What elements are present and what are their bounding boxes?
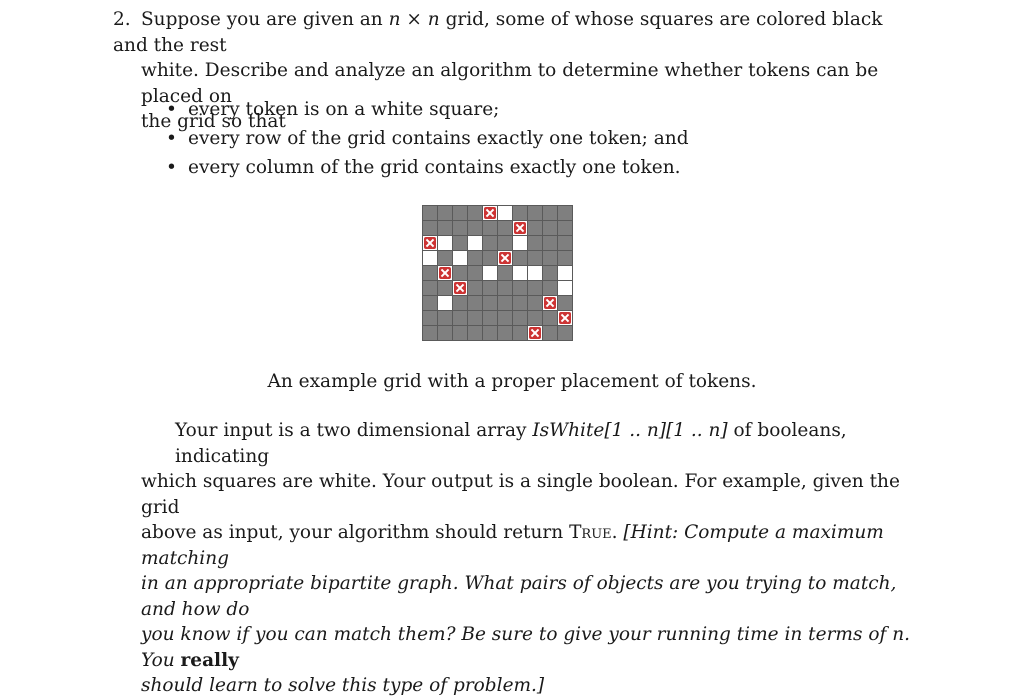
hint-text: [Hint: Compute a maximum matching (141, 522, 884, 569)
condition-item: • every token is on a white square; (166, 95, 689, 124)
grid-cell-white (452, 250, 468, 266)
grid-cell-black (497, 295, 513, 311)
grid-cell-white (557, 265, 573, 281)
grid-cell-black (497, 220, 513, 236)
grid-cell-black (437, 250, 453, 266)
token-icon (484, 207, 496, 219)
para-line-4: in an appropriate bipartite graph. What pairs of objects are you trying to match, and how do (141, 573, 897, 620)
grid-cell-white (422, 235, 438, 251)
condition-item: • every row of the grid contains exactly one token; and (166, 124, 689, 153)
grid-cell-black (527, 310, 543, 326)
grid-cell-black (557, 250, 573, 266)
grid-cell-black (542, 250, 558, 266)
grid-cell-white (542, 295, 558, 311)
grid-cell-white (512, 235, 528, 251)
para-line-6: should learn to solve this type of problem.] (141, 675, 545, 696)
grid-cell-white (482, 265, 498, 281)
grid-cell-black (437, 310, 453, 326)
grid-cell-black (452, 310, 468, 326)
grid-cell-white (437, 295, 453, 311)
grid-cell-black (437, 325, 453, 341)
grid-cell-black (452, 265, 468, 281)
grid-cell-black (557, 295, 573, 311)
condition-list (166, 95, 689, 182)
grid-cell-black (512, 205, 528, 221)
para-text: of booleans, indicating (175, 420, 847, 467)
grid-cell-black (422, 220, 438, 236)
grid-cell-black (542, 325, 558, 341)
para-text: Your input is a two dimensional array (175, 420, 533, 441)
grid-cell-black (452, 295, 468, 311)
grid-cell-black (482, 280, 498, 296)
grid-cell-white (527, 325, 543, 341)
grid-cell-black (497, 265, 513, 281)
grid-cell-white (557, 280, 573, 296)
grid-cell-white (452, 280, 468, 296)
token-icon (454, 282, 466, 294)
token-icon (424, 237, 436, 249)
grid-cell-black (527, 235, 543, 251)
para-line-3 (141, 520, 911, 571)
para-text: . (611, 522, 624, 543)
grid-cell-black (422, 310, 438, 326)
grid-cell-black (512, 295, 528, 311)
grid-cell-black (467, 220, 483, 236)
grid-cell-black (422, 295, 438, 311)
grid-cell-black (482, 295, 498, 311)
grid-cell-black (542, 220, 558, 236)
grid-cell-black (557, 205, 573, 221)
grid-cell-black (497, 235, 513, 251)
para-line-5 (141, 622, 911, 673)
grid-cell-black (482, 250, 498, 266)
intro-line-2: white. Describe and analyze an algorithm to determine whether tokens can be placed on (141, 60, 879, 107)
grid-cell-white (512, 220, 528, 236)
figure-caption: An example grid with a proper placement of tokens. (267, 371, 757, 392)
array-name: IsWhite (532, 420, 605, 441)
grid-cell-black (512, 250, 528, 266)
token-icon (514, 222, 526, 234)
grid-cell-white (467, 235, 483, 251)
grid-cell-black (527, 250, 543, 266)
grid-cell-black (557, 325, 573, 341)
grid-cell-white (497, 205, 513, 221)
intro-line-1 (113, 7, 913, 58)
grid-cell-black (467, 250, 483, 266)
grid-cell-black (422, 325, 438, 341)
grid-cell-white (527, 265, 543, 281)
grid-cell-black (467, 205, 483, 221)
grid-cell-white (512, 265, 528, 281)
token-icon (529, 327, 541, 339)
grid-cell-black (527, 295, 543, 311)
para-text: above as input, your algorithm should return (141, 522, 570, 543)
grid-cell-black (542, 265, 558, 281)
grid-cell-black (467, 325, 483, 341)
token-icon (544, 297, 556, 309)
para-line-2: which squares are white. Your output is a single boolean. For example, given the grid (141, 471, 900, 518)
grid-cell-white (437, 265, 453, 281)
grid-cell-black (557, 220, 573, 236)
grid-cell-white (557, 310, 573, 326)
intro-text: grid, some of whose squares are colored black and the rest (113, 9, 883, 56)
array-bounds: [1 .. n][1 .. n] (604, 420, 728, 441)
token-icon (439, 267, 451, 279)
hint-text: you know if you can match them? Be sure to give your running time in terms of n. You (141, 624, 910, 671)
grid-cell-black (497, 280, 513, 296)
intro-text: Suppose you are given an (141, 9, 389, 30)
grid-cell-black (542, 235, 558, 251)
grid-cell-black (452, 220, 468, 236)
grid-cell-black (467, 265, 483, 281)
grid-cell-black (422, 205, 438, 221)
intro-line-3: the grid so that (141, 111, 286, 132)
grid-cell-black (422, 280, 438, 296)
grid-cell-black (557, 235, 573, 251)
grid-cell-white (422, 250, 438, 266)
grid-cell-black (512, 310, 528, 326)
grid-cell-black (527, 205, 543, 221)
hint-emphasis: really (180, 649, 239, 671)
grid-cell-black (527, 280, 543, 296)
grid-cell-black (512, 280, 528, 296)
grid-cell-black (497, 310, 513, 326)
grid-cell-black (512, 325, 528, 341)
grid-cell-black (422, 265, 438, 281)
grid-cell-black (482, 310, 498, 326)
grid-cell-black (482, 220, 498, 236)
token-icon (559, 312, 571, 324)
grid-cell-black (437, 205, 453, 221)
grid-cell-black (437, 280, 453, 296)
grid-cell-black (542, 310, 558, 326)
condition-item: • every column of the grid contains exactly one token. (166, 153, 689, 182)
grid-cell-black (452, 325, 468, 341)
grid-cell-white (437, 235, 453, 251)
input-paragraph (141, 418, 911, 699)
grid-cell-black (467, 295, 483, 311)
grid-cell-black (497, 325, 513, 341)
true-keyword: True (569, 522, 612, 543)
grid-cell-black (452, 205, 468, 221)
grid-cell-black (542, 280, 558, 296)
grid-cell-black (482, 235, 498, 251)
grid-cell-black (467, 280, 483, 296)
intro-math: n × n (388, 9, 440, 30)
grid-cell-black (482, 325, 498, 341)
grid-cell-black (437, 220, 453, 236)
para-line-1 (141, 418, 911, 469)
grid-cell-black (542, 205, 558, 221)
grid-cell-black (452, 235, 468, 251)
problem-number: 2. (113, 9, 131, 30)
example-grid (422, 205, 573, 341)
token-icon (499, 252, 511, 264)
grid-cell-white (497, 250, 513, 266)
grid-cell-black (527, 220, 543, 236)
grid-cell-black (467, 310, 483, 326)
grid-cell-white (482, 205, 498, 221)
